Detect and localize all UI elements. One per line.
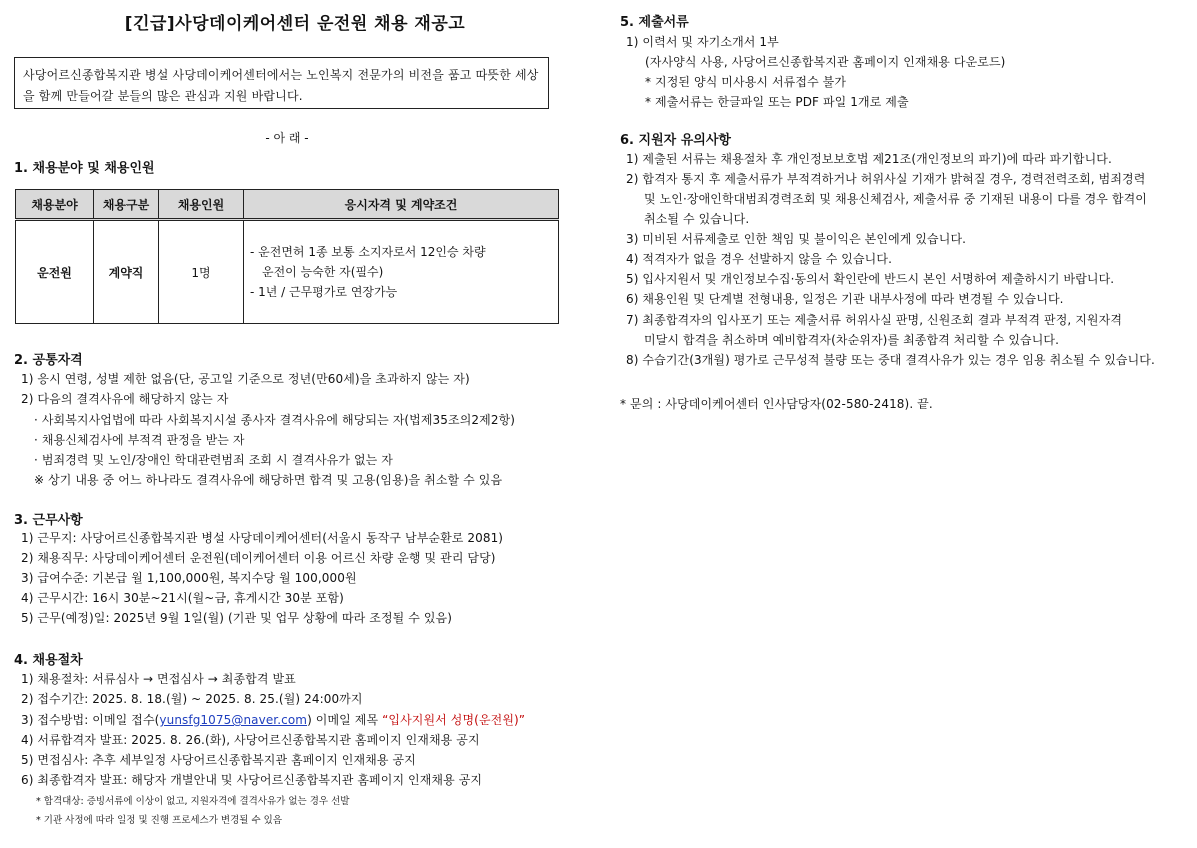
list-item: * 제출서류는 한글파일 또는 PDF 파일 1개로 제출	[645, 95, 909, 109]
contact-info: * 문의 : 사당데이케어센터 인사담당자(02-580-2418). 끝.	[620, 397, 933, 411]
note: * 기관 사정에 따라 일정 및 진행 프로세스가 변경될 수 있음	[36, 815, 283, 826]
list-item: 1) 이력서 및 자기소개서 1부	[626, 35, 779, 49]
list-item: · 사회복지사업법에 따라 사회복지시설 종사자 결격사유에 해당되는 자(법제35조의2제2항)	[34, 413, 516, 427]
list-item: 7) 최종합격자의 입사포기 또는 제출서류 허위사실 판명, 신원조회 결과 부적격 판정, 지원자격	[626, 313, 1123, 327]
list-item: 1) 응시 연령, 성별 제한 없음(단, 공고일 기준으로 정년(만60세)을 초과하지 않는 자)	[21, 372, 470, 386]
list-item: 3) 급여수준: 기본급 월 1,100,000원, 복지수당 월 100,000원	[21, 571, 357, 585]
cell-field: 운전원	[16, 220, 94, 324]
recruitment-table	[15, 189, 559, 324]
section-1-heading: 1. 채용분야 및 채용인원	[14, 161, 155, 176]
list-item: 1) 제출된 서류는 채용절차 후 개인정보보호법 제21조(개인정보의 파기)에 따라 파기합니다.	[626, 152, 1112, 166]
list-item: 및 노인·장애인학대범죄경력조회 및 채용신체검사, 제출서류 중 기재된 내용이 다를 경우 합격이	[644, 192, 1147, 206]
list-item: 미달시 합격을 취소하며 예비합격자(차순위자)를 최종합격 처리할 수 있습니다.	[644, 333, 1060, 347]
list-item: 2) 다음의 결격사유에 해당하지 않는 자	[21, 392, 229, 406]
section-3-heading: 3. 근무사항	[14, 513, 83, 528]
list-item: 1) 채용절차: 서류심사 → 면접심사 → 최종합격 발표	[21, 672, 296, 686]
note: * 합격대상: 증빙서류에 이상이 없고, 지원자격에 결격사유가 없는 경우 선발	[36, 796, 350, 807]
list-item: 취소될 수 있습니다.	[644, 212, 750, 226]
table-row	[16, 220, 559, 324]
section-2-heading: 2. 공통자격	[14, 353, 83, 368]
cell-conditions	[244, 220, 559, 324]
list-item: 5) 근무(예정)일: 2025년 9월 1일(월) (기관 및 업무 상황에 따라 조정될 수 있음)	[21, 611, 453, 625]
page-title: [긴급]사당데이케어센터 운전원 채용 재공고	[124, 14, 466, 34]
cell-count: 1명	[159, 220, 244, 324]
list-item: 8) 수습기간(3개월) 평가로 근무성적 불량 또는 중대 결격사유가 있는 경우 임용 취소될 수 있습니다.	[626, 353, 1155, 367]
list-item: ※ 상기 내용 중 어느 하나라도 결격사유에 해당하면 합격 및 고용(임용)을 취소할 수 있음	[34, 473, 503, 487]
list-item: 3) 미비된 서류제출로 인한 책임 및 불이익은 본인에게 있습니다.	[626, 232, 967, 246]
condition-line: 운전이 능숙한 자(필수)	[262, 265, 384, 279]
list-item: 1) 근무지: 사당어르신종합복지관 병설 사당데이케어센터(서울시 동작구 남부순환로 2081)	[21, 531, 504, 545]
list-item: · 채용신체검사에 부적격 판정을 받는 자	[34, 433, 245, 447]
list-item-application-method	[21, 711, 525, 728]
table-header: 채용분야	[16, 190, 94, 220]
email-link[interactable]: yunsfg1075@naver.com	[159, 713, 308, 727]
intro-box: 사당어르신종합복지관 병설 사당데이케어센터에서는 노인복지 전문가의 비전을 품고 따뜻한 세상을 함께 만들어갈 분들의 많은 관심과 지원 바랍니다.	[14, 57, 549, 109]
list-item: 6) 채용인원 및 단계별 전형내용, 일정은 기관 내부사정에 따라 변경될 수 있습니다.	[626, 292, 1064, 306]
email-subject: “입사지원서 성명(운전원)”	[382, 713, 526, 727]
section-5-heading: 5. 제출서류	[620, 15, 689, 30]
list-item: 2) 채용직무: 사당데이케어센터 운전원(데이케어센터 이용 어르신 차량 운행 및 관리 담당)	[21, 551, 496, 565]
list-item: 4) 근무시간: 16시 30분~21시(월~금, 휴게시간 30분 포함)	[21, 591, 344, 605]
list-item: * 지정된 양식 미사용시 서류접수 불가	[645, 75, 847, 89]
list-item: (자사양식 사용, 사당어르신종합복지관 홈페이지 인재채용 다운로드)	[645, 55, 1006, 69]
list-item: 4) 서류합격자 발표: 2025. 8. 26.(화), 사당어르신종합복지관 홈페이지 인재채용 공지	[21, 733, 480, 747]
list-item: 6) 최종합격자 발표: 해당자 개별안내 및 사당어르신종합복지관 홈페이지 인재채용 공지	[21, 773, 483, 787]
list-item: · 범죄경력 및 노인/장애인 학대관련범죄 조회 시 결격사유가 없는 자	[34, 453, 393, 467]
text: 3) 접수방법: 이메일 접수(	[21, 713, 160, 727]
cell-type: 계약직	[94, 220, 159, 324]
section-6-heading: 6. 지원자 유의사항	[620, 133, 731, 148]
table-header: 응시자격 및 계약조건	[244, 190, 559, 220]
list-item: 5) 면접심사: 추후 세부일정 사당어르신종합복지관 홈페이지 인재채용 공지	[21, 753, 416, 767]
condition-line: - 1년 / 근무평가로 연장가능	[250, 285, 398, 299]
list-item: 2) 합격자 통지 후 제출서류가 부적격하거나 허위사실 기재가 밝혀질 경우, 경력전력조회, 범죄경력	[626, 172, 1146, 186]
list-item: 4) 적격자가 없을 경우 선발하지 않을 수 있습니다.	[626, 252, 892, 266]
table-header: 채용구분	[94, 190, 159, 220]
below-label: - 아 래 -	[265, 131, 309, 145]
condition-line: - 운전면허 1종 보통 소지자로서 12인승 차량	[250, 245, 486, 259]
table-header: 채용인원	[159, 190, 244, 220]
section-4-heading: 4. 채용절차	[14, 653, 83, 668]
list-item: 2) 접수기간: 2025. 8. 18.(월) ~ 2025. 8. 25.(월) 24:00까지	[21, 692, 363, 706]
text: ) 이메일 제목	[307, 713, 383, 727]
list-item: 5) 입사지원서 및 개인정보수집·동의서 확인란에 반드시 본인 서명하여 제출하시기 바랍니다.	[626, 272, 1115, 286]
